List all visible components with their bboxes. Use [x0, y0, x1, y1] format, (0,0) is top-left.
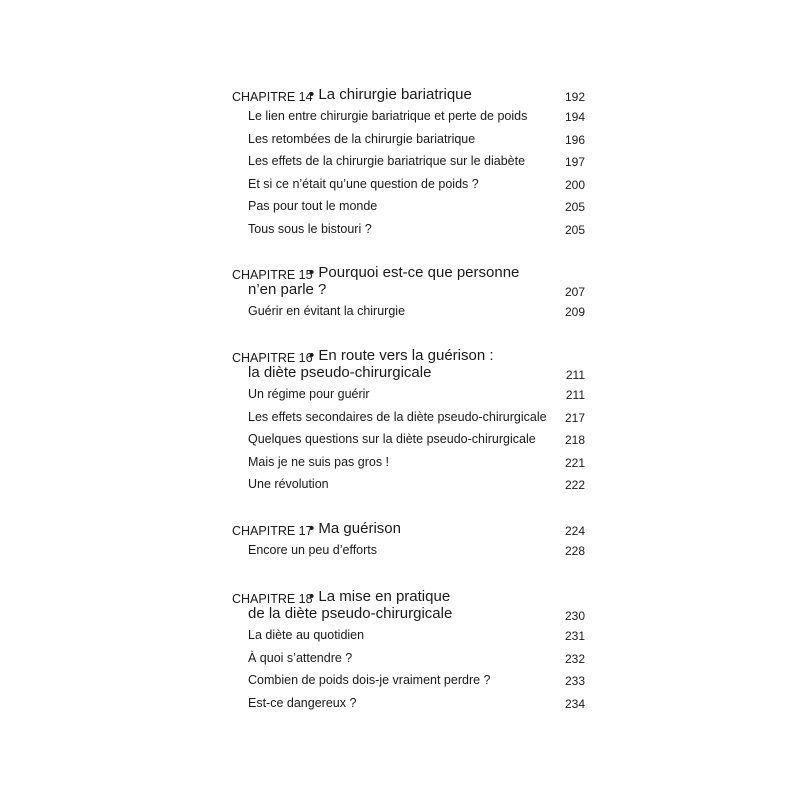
toc-entry-page-number: 228 — [564, 544, 585, 558]
toc-entry[interactable] — [248, 670, 585, 692]
chapter-title-continued: de la diète pseudo-chirurgicale — [248, 605, 453, 622]
toc-entry-title: Les retombées de la chirurgie bariatrique — [248, 131, 476, 146]
toc-entry[interactable] — [248, 301, 585, 323]
toc-entry[interactable] — [248, 407, 585, 429]
toc-entry-title: Pas pour tout le monde — [248, 199, 378, 214]
toc-entry-title: Une révolution — [248, 477, 329, 492]
toc-entry-page-number: 196 — [564, 132, 585, 147]
toc-entry[interactable] — [248, 129, 585, 151]
toc-entry-page-number: 205 — [564, 223, 585, 237]
toc-entry[interactable] — [248, 625, 585, 647]
chapter-title: • Pourquoi est-ce que personne — [309, 264, 520, 281]
toc-entry-page-number: 233 — [564, 674, 585, 689]
toc-entry[interactable] — [248, 174, 585, 196]
toc-entry-title: Tous sous le bistouri ? — [248, 222, 372, 236]
toc-entry-page-number: 218 — [564, 433, 585, 448]
chapter-label: CHAPITRE 17 — [232, 524, 313, 538]
toc-entry[interactable] — [248, 474, 585, 496]
toc-entry-page-number: 209 — [564, 305, 585, 319]
toc-entry[interactable] — [248, 106, 585, 128]
toc-entry-title: À quoi s’attendre ? — [248, 650, 353, 665]
toc-entry-title: Mais je ne suis pas gros ! — [248, 454, 390, 469]
chapter-title: • La mise en pratique — [309, 588, 451, 605]
toc-entry[interactable] — [248, 151, 585, 173]
toc-entry-page-number: 200 — [564, 177, 585, 192]
toc-entry-title: Un régime pour guérir — [248, 387, 370, 401]
toc-entry-title: Et si ce n’était qu’une question de poids ? — [248, 176, 479, 191]
chapter-label: CHAPITRE 18 — [232, 592, 313, 606]
toc-entry-page-number: 234 — [564, 696, 585, 711]
chapter-label: CHAPITRE 16 — [232, 351, 313, 365]
chapter-page-number: 230 — [564, 609, 585, 623]
toc-entry[interactable] — [248, 648, 585, 670]
chapter-page-number: 192 — [564, 90, 585, 104]
toc-entry-page-number: 221 — [564, 455, 585, 470]
toc-entry-title: Guérir en évitant la chirurgie — [248, 304, 406, 318]
toc-entry-title: Le lien entre chirurgie bariatrique et perte de poids — [248, 109, 528, 123]
chapter-title: • Ma guérison — [309, 520, 401, 537]
toc-entry-page-number: 205 — [564, 200, 585, 215]
toc-entry-page-number: 232 — [564, 651, 585, 666]
toc-entry-page-number: 231 — [564, 629, 585, 643]
toc-entry[interactable] — [248, 384, 585, 406]
toc-entry-page-number: 211 — [565, 388, 585, 402]
toc-entry[interactable] — [248, 540, 585, 562]
toc-entry-page-number: 217 — [564, 410, 585, 425]
toc-entry[interactable] — [248, 219, 585, 241]
toc-entry-title: Est-ce dangereux ? — [248, 695, 357, 710]
toc-entry-page-number: 197 — [564, 155, 585, 170]
toc-entry-title: La diète au quotidien — [248, 628, 365, 642]
toc-entry[interactable] — [248, 452, 585, 474]
chapter-page-number: 207 — [564, 285, 585, 299]
toc-entry[interactable] — [248, 693, 585, 715]
toc-entry-page-number: 194 — [564, 110, 585, 124]
chapter-title: • En route vers la guérison : — [309, 347, 494, 364]
chapter-title: • La chirurgie bariatrique — [309, 86, 472, 103]
toc-entry-title: Les effets secondaires de la diète pseudo-chirurgicale — [248, 409, 547, 424]
chapter-title-continued: la diète pseudo-chirurgicale — [248, 364, 432, 381]
chapter-page-number: 211 — [565, 368, 585, 382]
toc-entry-title: Combien de poids dois-je vraiment perdre ? — [248, 673, 491, 688]
toc-entry-page-number: 222 — [564, 478, 585, 493]
chapter-label: CHAPITRE 14 — [232, 90, 313, 104]
toc-entry-title: Quelques questions sur la diète pseudo-chirurgicale — [248, 432, 536, 447]
toc-entry[interactable] — [248, 196, 585, 218]
toc-entry-title: Encore un peu d’efforts — [248, 543, 378, 557]
chapter-page-number: 224 — [564, 524, 585, 538]
toc-entry[interactable] — [248, 429, 585, 451]
toc-entry-title: Les effets de la chirurgie bariatrique sur le diabète — [248, 154, 526, 169]
chapter-title-continued: n’en parle ? — [248, 281, 327, 298]
chapter-label: CHAPITRE 15 — [232, 268, 313, 282]
